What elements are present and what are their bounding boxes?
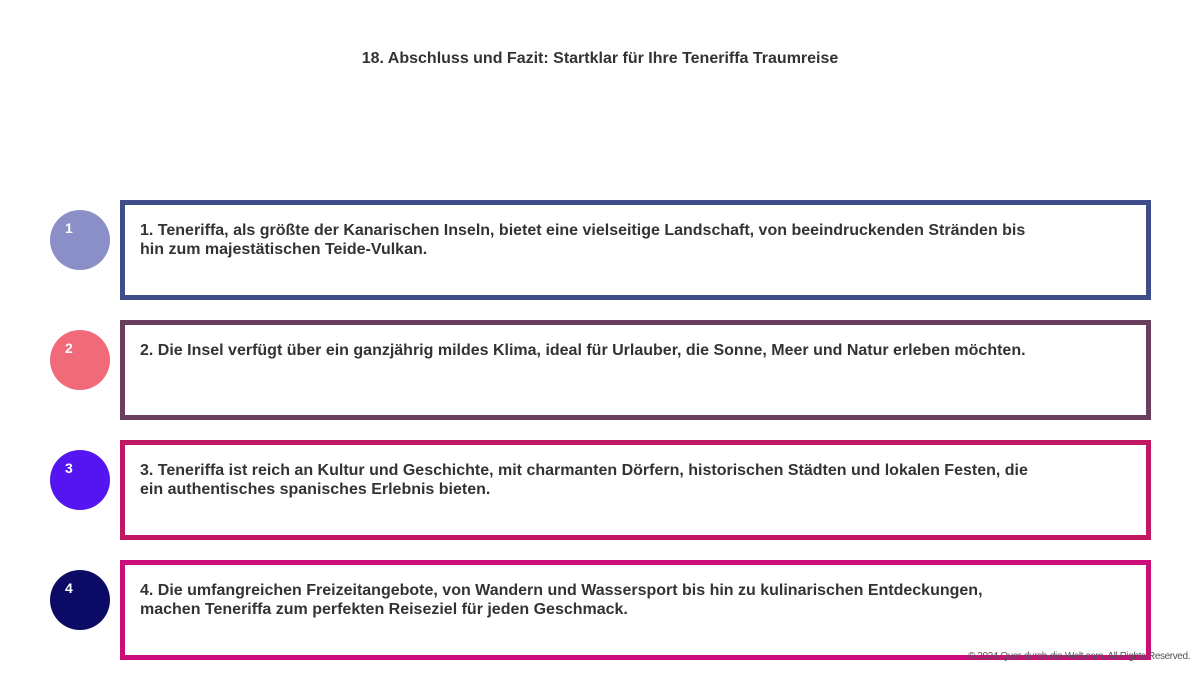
text-box bbox=[120, 320, 1151, 420]
number-label: 3 bbox=[65, 460, 73, 476]
number-circle bbox=[50, 210, 110, 270]
list-item bbox=[0, 560, 1200, 660]
number-label: 2 bbox=[65, 340, 73, 356]
list-item bbox=[0, 320, 1200, 420]
copyright-footer: © 2024 Quer-durch-die-Welt.com. All Rights Reserved. bbox=[967, 651, 1190, 662]
number-circle bbox=[50, 450, 110, 510]
item-text: 4. Die umfangreichen Freizeitangebote, von Wandern und Wassersport bis hin zu kulinarischen Entdeckungen, machen Teneriffa zum perfekten Reiseziel für jeden Geschmack. bbox=[140, 582, 983, 618]
text-box bbox=[120, 440, 1151, 540]
number-circle bbox=[50, 330, 110, 390]
list-item bbox=[0, 200, 1200, 300]
text-box bbox=[120, 200, 1151, 300]
number-circle bbox=[50, 570, 110, 630]
text-box bbox=[120, 560, 1151, 660]
number-label: 4 bbox=[65, 580, 73, 596]
item-text: 1. Teneriffa, als größte der Kanarischen Inseln, bietet eine vielseitige Landschaft, von beeindruckenden Stränden bis hin zum majestätischen Teide-Vulkan. bbox=[140, 222, 1026, 258]
item-text: 3. Teneriffa ist reich an Kultur und Geschichte, mit charmanten Dörfern, historischen Städten und lokalen Festen, die ein authentisches spanisches Erlebnis bieten. bbox=[140, 462, 1028, 498]
list-item bbox=[0, 440, 1200, 540]
slide-title: 18. Abschluss und Fazit: Startklar für Ihre Teneriffa Traumreise bbox=[361, 50, 839, 67]
number-label: 1 bbox=[65, 220, 73, 236]
item-text: 2. Die Insel verfügt über ein ganzjährig mildes Klima, ideal für Urlauber, die Sonne, Meer und Natur erleben möchten. bbox=[140, 342, 1026, 359]
